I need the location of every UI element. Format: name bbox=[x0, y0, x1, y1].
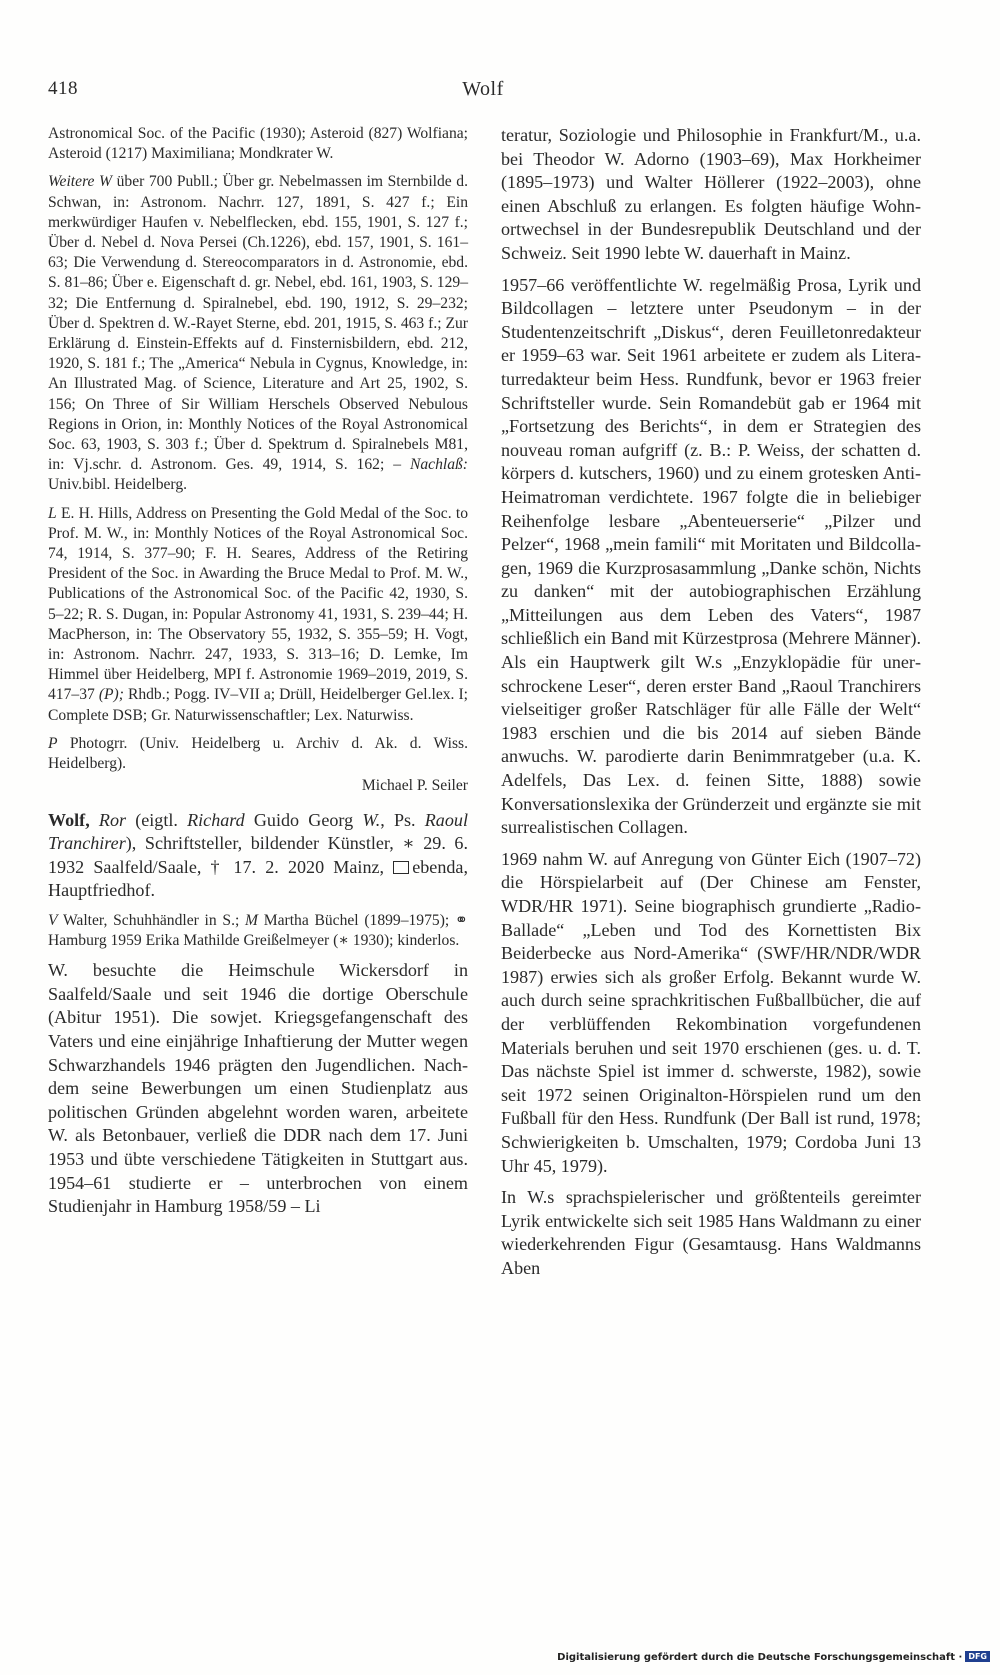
entry-eigtl-prefix: (eigtl. bbox=[126, 809, 188, 830]
father-text: Walter, Schuhhändler in S.; bbox=[57, 911, 246, 929]
works-section bbox=[48, 172, 468, 495]
nachlass-label: Nachlaß: bbox=[409, 456, 468, 474]
biography-paragraph-2: teratur, Soziologie und Philosophie in Frankfurt/M., u.a. bei Theodor W. Adorno (1903–69), Max Horkheimer (1895–1973) und Walter Höllerer (1922–2003), ohne einen Abschluß zu erlangen. Es folgten häufige Wohnortwechsel in der Bundesrepublik Deutschland und der Schweiz. Seit 1990 lebte W. dauerhaft in Mainz. bbox=[501, 125, 921, 263]
entry-life-dates: ), Schriftsteller, bildender Künstler, ∗ 29. 6. 1932 Saalfeld/Saale, † 17. 2. 2020 Mainz, bbox=[48, 833, 468, 877]
entry-pseudonym-prefix: , Ps. bbox=[380, 809, 425, 830]
page-number: 418 bbox=[48, 78, 78, 99]
nachlass-text: Univ.bibl. Heidelberg. bbox=[48, 476, 188, 494]
literature-text-continued: Rhdb.; Pogg. IV–VII a; Drüll, Heidelberger Gel.lex. I; Complete DSB; Gr. Naturwissenschaftler; Lex. Naturwiss. bbox=[48, 686, 468, 724]
entry-w-abbrev: W. bbox=[362, 809, 381, 830]
literature-label: L bbox=[48, 504, 57, 522]
literature-text: E. H. Hills, Address on Presenting the Gold Medal of the Soc. to Prof. M. W., in: Monthly Notices of the Royal Astronomical Soc. 74, 1914, S. 377–90; F. H. Seares, Address of the Retiring President of the Soc. in Awarding the Bruce Medal to Prof. M. W., Publications of the Astronomical Soc. of the Pacific 42, 1930, S. 5–22; R. S. Dugan, in: Popular Astronomy 41, 1931, S. 239–44; H. MacPherson, in: The Observatory 55, 1932, S. 355–59; H. Vogt, in: Astronom. Nachrr. 247, 1933, S. 313–16; D. Lemke, Im Himmel über Heidelberg, MPI f. Astronomie 1969–2019, 2019, S. 417–37 bbox=[48, 504, 468, 704]
entry-given-name: Ror bbox=[98, 809, 127, 830]
photos-section bbox=[48, 734, 468, 774]
entry-pseudonym: Raoul Tranchirer bbox=[48, 809, 468, 854]
right-column bbox=[501, 124, 921, 1281]
running-title: Wolf bbox=[462, 78, 504, 100]
biography-paragraph-1: W. besuchte die Heimschule Wickersdorf in Saalfeld/Saale und seit 1946 die dortige Oberschule (Abitur 1951). Die sowjet. Kriegsgefangenschaft des Vaters und eine einjährige Inhaftierung der Mutter wegen Schwarzhandels 1946 prägten den Jugendlichen. Nachdem seine Bewerbungen um einen Studienplatz aus politischen Gründen abgelehnt worden waren, arbeitete W. als Betonbauer, verließ die DDR nach dem 17. Juni 1953 und übte verschiedene Tätigkeiten in Stuttgart aus. 1954–61 studierte er – unterbrochen von einem Studienjahr in Hamburg 1958/59 – Li bbox=[48, 960, 468, 1217]
family-section bbox=[48, 911, 468, 951]
biography-paragraph-5: In W.s sprachspielerischer und größtenteils gereimter Lyrik entwickelte sich seit 1985 Hans Waldmann zu einer wiederkehrenden Figur (Gesamtausg. Hans Waldmanns Aben bbox=[501, 1187, 921, 1278]
literature-section bbox=[48, 504, 468, 726]
left-column bbox=[48, 124, 468, 1219]
photos-label: P bbox=[48, 734, 58, 752]
works-label: Weitere W bbox=[48, 173, 113, 191]
entry-surname: Wolf, bbox=[48, 809, 90, 830]
digitization-footer bbox=[0, 1651, 990, 1663]
entry-burial-place: ebenda, Hauptfriedhof. bbox=[48, 856, 468, 901]
biography-paragraph-3: 1957–66 veröffentlichte W. regelmäßig Prosa, Lyrik und Bildcollagen – letztere unter Pseudonym – in der Studentenzeitschrift „Diskus“, deren Feuilletonredakteur er 1959–63 war. Seit 1961 arbeitete er zudem als Literaturredakteur beim Hess. Rundfunk, bevor er 1963 freier Schriftsteller wurde. Sein Romandebüt gab er 1964 mit „Fortsetzung des Berichts“, in dem er Strategien des nouveau roman aufgriff (z. B.: P. Weiss, der schatten d. körpers d. kutschers, 1960) und zu einem grotesken Anti-Heimatroman verdichtete. 1967 folgte die in beliebiger Reihenfolge lesbare „Abenteuerserie“ „Pilzer und Pelzer“, 1968 „mein famili“ mit Moritaten und Bildcollagen, 1969 die Kurzprosasammlung „Danke schön, Nichts zu danken“ mit der autobiographischen Erzählung „Mitteilungen aus dem Leben des Vaters“, 1987 schließlich ein Band mit Kürzestprosa (Mehrere Männer). Als ein Hauptwerk gilt W.s „Enzyklopädie für unerschrockene Leser“, deren erster Band „Raoul Tranchirers vielseitiger großer Ratschläger für alle Fälle der Welt“ 1983 erschien und die bis 2014 auf sieben Bände anwuchs. W. parodierte darin Benimmratgeber (u.a. K. Adelfels, Das Lex. d. feinen Sitte, 1888) sowie Konversationslexika der Gründerzeit und ergänzte sie mit surrealistischen Collagen. bbox=[501, 274, 921, 838]
entry-middle-names: Guido Georg bbox=[244, 809, 363, 830]
portrait-marker: (P); bbox=[98, 686, 124, 704]
dfg-logo: DFG bbox=[965, 1651, 990, 1662]
photos-text: Photogrr. (Univ. Heidelberg u. Archiv d. Ak. d. Wiss. Heidelberg). bbox=[48, 734, 468, 773]
footer-text: Digitalisierung gefördert durch die Deutsche Forschungsgemeinschaft · bbox=[557, 1652, 963, 1663]
author-signature: Michael P. Seiler bbox=[361, 777, 468, 795]
page-header bbox=[48, 78, 918, 104]
biography-paragraph-4: 1969 nahm W. auf Anregung von Günter Eich (1907–72) die Hörspielarbeit auf (Der Chinese am Fenster, WDR/HR 1971). Seine biographisch grundierte „Radio-Ballade“ „Leben und Tod des Kornettisten Bix Beiderbecke aus Nord-Amerika“ (SWF/HR/NDR/WDR 1987) erwies sich als großer Erfolg. Bekannt wurde W. auch durch seine sprachkritischen Fußballbücher, die auf der verblüffenden Rekombination vorgefundenen Materials beruhen und seit 1970 erschienen (ges. u. d. T. Das nächste Spiel ist immer d. schwerste, 1982), sowie seit 1972 seinen Originalton-Hörspielen rund um den Fußball für den Hess. Rundfunk (Der Ball ist rund, 1978; Schwierigkeiten b. Umschalten, 1979; Cordoba Juni 13 Uhr 45, 1979). bbox=[501, 848, 921, 1176]
mother-label: M bbox=[245, 911, 259, 929]
grave-icon bbox=[393, 861, 409, 874]
previous-entry-continuation: Astronomical Soc. of the Pacific (1930); Asteroid (827) Wolfiana; Asteroid (1217) Maximiliana; Mondkrater W. bbox=[48, 125, 468, 163]
entry-heading bbox=[48, 809, 468, 903]
father-label: V bbox=[48, 911, 58, 929]
mother-text: Martha Büchel (1899–1975); ⚭ Hamburg 1959 Erika Mathilde Greißelmeyer (∗ 1930); kinderlos. bbox=[48, 911, 469, 950]
entry-birth-name: Richard bbox=[187, 809, 245, 830]
works-text: über 700 Publl.; Über gr. Nebelmassen im Sternbilde d. Schwan, in: Astronom. Nachrr. 127, 1891, S. 427 f.; Ein merkwürdiger Haufen v. Nebelflecken, ebd. 155, 1901, S. 127 f.; Über d. Nebel d. Nova Persei (Ch.1226), ebd. 157, 1901, S. 161–63; Die Verwendung d. Stereocomparators in d. Astronomie, ebd. S. 81–86; Über e. Eigenschaft d. gr. Nebel, ebd. 161, 1903, S. 129–32; Die Entfernung d. Spiralnebel, ebd. 190, 1912, S. 29–232; Über d. Spektren d. W.-Rayet Sterne, ebd. 201, 1915, S. 463 f.; Zur Erklärung d. Einstein-Effekts auf d. Finsternisbildern, ebd. 212, 1920, S. 181 f.; The „America“ Nebula in Cygnus, Knowledge, in: An Illustrated Mag. of Science, Literature and Art 25, 1902, S. 156; On Three of Sir William Herschels Observed Nebulous Regions in Orion, in: Monthly Notices of the Royal Astronomical Soc. 63, 1903, S. 303 f.; Über d. Spektrum d. Spiralnebels M81, in: Vj.schr. d. Astronom. Ges. 49, 1914, S. 162; – bbox=[48, 173, 468, 474]
